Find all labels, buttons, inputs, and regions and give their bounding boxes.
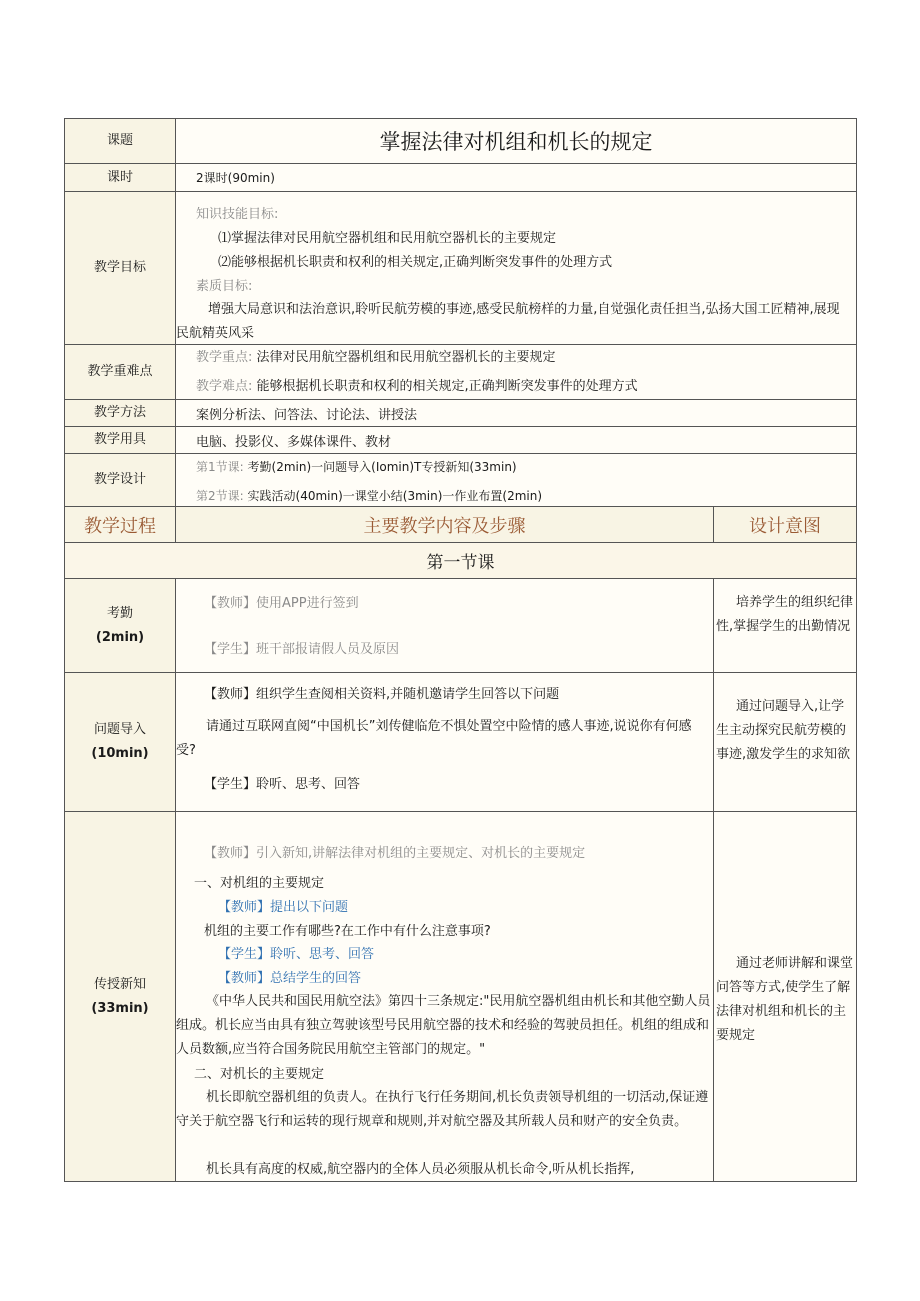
attendance-label bbox=[64, 578, 176, 673]
keypoint-text: 法律对民用航空器机组和民用航空器机长的主要规定 bbox=[256, 350, 556, 365]
method-label bbox=[64, 399, 176, 427]
goals-label bbox=[64, 191, 176, 345]
attendance-intent-text: 培养学生的组织纪律性,掌握学生的出勤情况 bbox=[716, 595, 854, 634]
goal-item-1: ⑴掌握法律对民用航空器机组和民用航空器机长的主要规定 bbox=[218, 231, 557, 246]
teach-teacher-sum: 【教师】总结学生的回答 bbox=[218, 971, 362, 986]
topic-title-cell bbox=[175, 118, 857, 164]
intro-question: 请通过互联网直阅“中国机长”刘传健临危不惧处置空中险情的感人事迹,说说你有何感受? bbox=[176, 719, 692, 758]
col-header-process-text: 教学过程 bbox=[84, 515, 156, 537]
teach-student: 【学生】聆听、思考、回答 bbox=[218, 947, 375, 962]
teach-law-text: 《中华人民共和国民用航空法》第四十三条规定:"民用航空器机组由机长和其他空勤人员组成。机长应当由具有独立驾驶该型号民用航空器的技术和经验的驾驶员担任。机组的组成和人员数额,应当符合国务院民用航空主管部门的规定。" bbox=[176, 994, 711, 1057]
topic-title: 掌握法律对机组和机长的规定 bbox=[379, 130, 653, 154]
goals-cell bbox=[175, 191, 857, 345]
design-line-1-text: 考勤(2min)一问题导入(Iomin)T专授新知(33min) bbox=[247, 460, 517, 474]
intro-intent-text: 通过问题导入,让学生主动探究民航劳模的事迹,激发学生的求知欲 bbox=[716, 699, 851, 762]
teach-section-2: 二、对机长的主要规定 bbox=[194, 1067, 325, 1082]
intro-intent bbox=[713, 672, 857, 812]
design-line-2 bbox=[196, 488, 850, 504]
intro-teacher: 【教师】组织学生查阅相关资料,并随机邀请学生回答以下问题 bbox=[204, 687, 560, 702]
teach-question: 机组的主要工作有哪些?在工作中有什么注意事项? bbox=[204, 924, 491, 939]
tools-label-text: 教学用具 bbox=[93, 432, 146, 447]
teach-authority-text: 机长具有高度的权威,航空器内的全体人员必须服从机长命令,听从机长指挥, bbox=[206, 1162, 635, 1177]
method-value: 案例分析法、问答法、讨论法、讲授法 bbox=[196, 407, 418, 423]
hours-label bbox=[64, 163, 176, 192]
design-line-1-label: 第1节课: bbox=[196, 460, 244, 474]
tools-label bbox=[64, 426, 176, 454]
hours-value: 2课时(90min) bbox=[196, 171, 275, 185]
session-title-cell bbox=[64, 542, 857, 579]
knowledge-heading: 知识技能目标: bbox=[196, 207, 279, 222]
teach-captain-text: 机长即航空器机组的负责人。在执行飞行任务期间,机长负责领导机组的一切活动,保证遵守关于航空器飞行和运转的现行规章和规则,并对航空器及其所载人员和财产的安全负责。 bbox=[176, 1090, 709, 1129]
tools-value-cell bbox=[175, 426, 857, 454]
design-line-1 bbox=[196, 459, 850, 475]
method-value-cell bbox=[175, 399, 857, 427]
col-header-process bbox=[64, 506, 176, 543]
goals-label-text: 教学目标 bbox=[93, 260, 146, 275]
attendance-intent bbox=[713, 578, 857, 673]
intro-label-text: 问题导入 bbox=[93, 722, 146, 737]
design-cell bbox=[175, 453, 857, 507]
topic-label-text: 课题 bbox=[106, 133, 133, 148]
design-line-2-text: 实践活动(40min)一课堂小结(3min)一作业布置(2min) bbox=[247, 489, 543, 503]
session-title: 第一节课 bbox=[426, 553, 495, 573]
difficulty-label: 教学难点: bbox=[196, 379, 253, 394]
attendance-label-text: 考勤 bbox=[106, 605, 133, 621]
intro-duration: (10min) bbox=[91, 746, 149, 761]
teach-label-text: 传授新知 bbox=[93, 976, 146, 992]
intro-label bbox=[64, 672, 176, 812]
teach-intent bbox=[713, 811, 857, 1182]
col-header-intent-text: 设计意图 bbox=[749, 515, 821, 537]
col-header-content-text: 主要教学内容及步骤 bbox=[363, 515, 526, 537]
keypoints-label-text: 教学重难点 bbox=[87, 364, 153, 379]
teach-content bbox=[175, 811, 714, 1182]
col-header-content bbox=[175, 506, 714, 543]
intro-student: 【学生】聆听、思考、回答 bbox=[204, 777, 361, 792]
attendance-content bbox=[175, 578, 714, 673]
method-label-text: 教学方法 bbox=[93, 405, 146, 420]
keypoints-label bbox=[64, 344, 176, 400]
goal-item-2: ⑵能够根据机长职责和权利的相关规定,正确判断突发事件的处理方式 bbox=[218, 255, 613, 270]
col-header-intent bbox=[713, 506, 857, 543]
hours-value-cell bbox=[175, 163, 857, 192]
teach-intent-text: 通过老师讲解和课堂问答等方式,使学生了解法律对机组和机长的主要规定 bbox=[716, 956, 854, 1043]
teach-teacher-intro: 【教师】引入新知,讲解法律对机组的主要规定、对机长的主要规定 bbox=[204, 846, 586, 861]
keypoints-cell bbox=[175, 344, 857, 400]
topic-label bbox=[64, 118, 176, 164]
difficulty-line bbox=[196, 379, 850, 395]
teach-duration: (33min) bbox=[91, 1000, 149, 1016]
teach-section-1: 一、对机组的主要规定 bbox=[194, 876, 325, 891]
hours-label-text: 课时 bbox=[106, 169, 133, 185]
teach-label bbox=[64, 811, 176, 1182]
intro-content bbox=[175, 672, 714, 812]
design-label-text: 教学设计 bbox=[93, 472, 146, 487]
keypoint-label: 教学重点: bbox=[196, 350, 253, 365]
keypoint-line bbox=[196, 350, 850, 366]
quality-heading: 素质目标: bbox=[196, 279, 253, 294]
lesson-plan-table bbox=[64, 118, 857, 1182]
attendance-teacher: 【教师】使用APP进行签到 bbox=[204, 596, 359, 611]
difficulty-text: 能够根据机长职责和权利的相关规定,正确判断突发事件的处理方式 bbox=[256, 379, 638, 394]
teach-teacher-ask: 【教师】提出以下问题 bbox=[218, 900, 349, 915]
tools-value: 电脑、投影仪、多媒体课件、教材 bbox=[196, 434, 392, 450]
design-label bbox=[64, 453, 176, 507]
quality-text: 增强大局意识和法治意识,聆听民航劳模的事迹,感受民航榜样的力量,自觉强化责任担当,弘扬大国工匠精神,展现民航精英风采 bbox=[176, 302, 840, 341]
attendance-student: 【学生】班干部报请假人员及原因 bbox=[204, 642, 400, 657]
attendance-duration: (2min) bbox=[95, 629, 145, 645]
design-line-2-label: 第2节课: bbox=[196, 489, 244, 503]
